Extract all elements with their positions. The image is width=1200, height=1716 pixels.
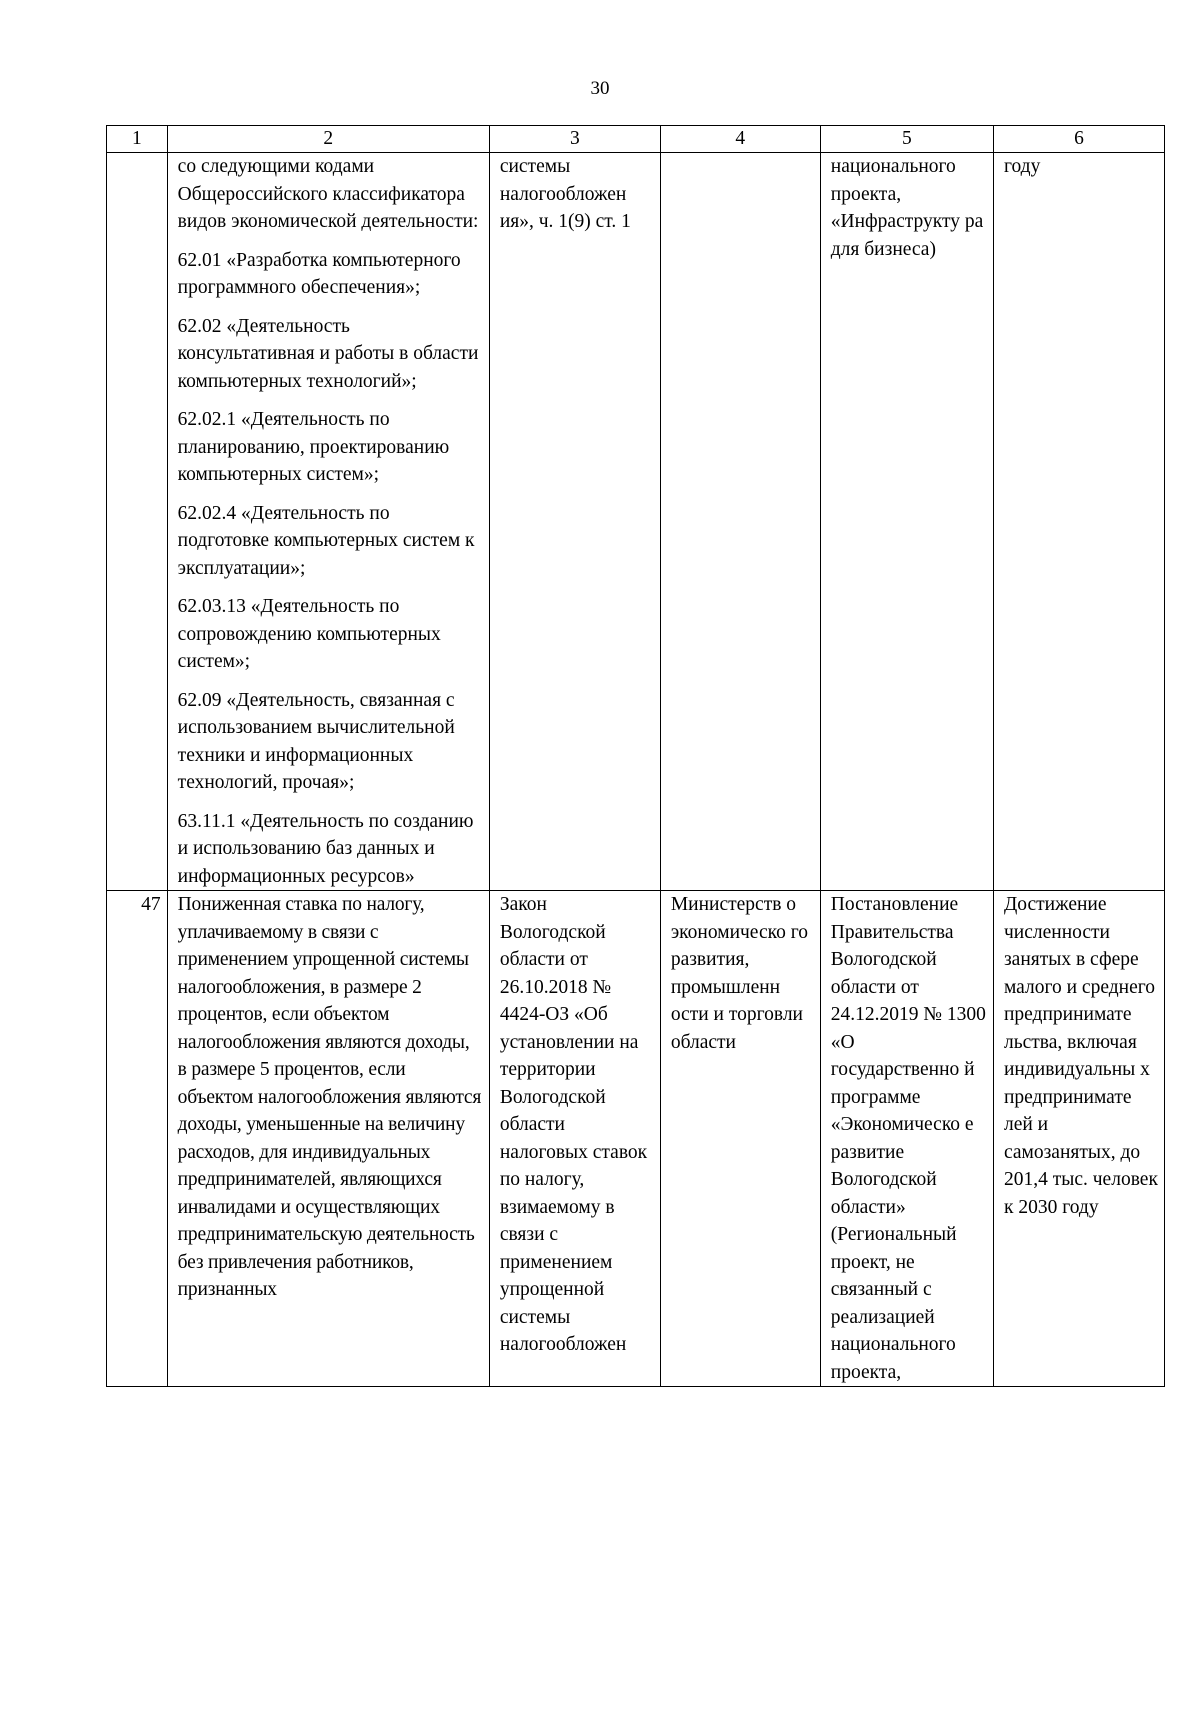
table-row-continuation — [107, 153, 1165, 891]
column-header-2: 2 — [167, 126, 489, 153]
okved-code-item: 62.09 «Деятельность, связанная с использованием вычислительной техники и информационных технологий, прочая»; — [177, 689, 455, 793]
benefit-description-cell: Пониженная ставка по налогу, уплачиваемому в связи с применением упрощенной системы налогообложения, в размере 2 процентов, если объектом налогообложения являются доходы, в размере 5 процентов, если объектом налогообложения являются доходы, уменьшенные на величину расходов, для индивидуальных предпринимателей, являющихся инвалидами и осуществляющих предпринимательскую деятельность без привлечения работников, признанных — [167, 891, 489, 1387]
table-row-47 — [107, 891, 1165, 1387]
row-number-cell — [107, 153, 168, 891]
okved-code-item: 62.02.4 «Деятельность по подготовке компьютерных систем к эксплуатации»; — [177, 502, 475, 579]
okved-code-item: 63.11.1 «Деятельность по созданию и использованию баз данных и информационных ресурсов» — [177, 810, 474, 887]
row-number-cell: 47 — [107, 891, 168, 1387]
column-header-5: 5 — [820, 126, 993, 153]
okved-code-item: 62.02.1 «Деятельность по планированию, проектированию компьютерных систем»; — [177, 409, 450, 485]
program-cell: национального проекта, «Инфраструкту ра для бизнеса) — [820, 153, 993, 891]
curator-cell: Министерств о экономическо го развития, промышленн ости и торговли области — [660, 891, 820, 1387]
page-number: 30 — [590, 78, 610, 99]
curator-cell — [660, 153, 820, 891]
column-header-6: 6 — [993, 126, 1164, 153]
okved-code-item: 62.03.13 «Деятельность по сопровождению компьютерных систем»; — [177, 596, 441, 672]
legal-basis-cell: системы налогообложен ия», ч. 1(9) ст. 1 — [489, 153, 660, 891]
column-header-4: 4 — [660, 126, 820, 153]
okved-code-item: 62.02 «Деятельность консультативная и работы в области компьютерных технологий»; — [177, 315, 479, 392]
legal-basis-cell: Закон Вологодской области от 26.10.2018 № 4424-ОЗ «Об установлении на территории Вологодской области налоговых ставок по налогу, взимаемому в связи с применением упрощенной системы налогообложен — [489, 891, 660, 1387]
benefits-table — [106, 125, 1165, 1387]
program-cell: Постановление Правительства Вологодской области от 24.12.2019 № 1300 «О государственно й программе «Экономическо е развитие Вологодской области» (Региональный проект, не связанный с реализацией национального проекта, — [820, 891, 993, 1387]
goal-cell: году — [993, 153, 1164, 891]
column-header-1: 1 — [107, 126, 168, 153]
column-number-header-row — [107, 126, 1165, 153]
column-header-3: 3 — [489, 126, 660, 153]
okved-intro-text: со следующими кодами Общероссийского классификатора видов экономической деятельности: — [177, 156, 479, 232]
goal-cell: Достижение численности занятых в сфере малого и среднего предпринимате льства, включая индивидуальны х предпринимате лей и самозанятых, до 201,4 тыс. человек к 2030 году — [993, 891, 1164, 1387]
okved-code-item: 62.01 «Разработка компьютерного программного обеспечения»; — [177, 249, 461, 298]
okved-codes-cell — [167, 153, 489, 891]
